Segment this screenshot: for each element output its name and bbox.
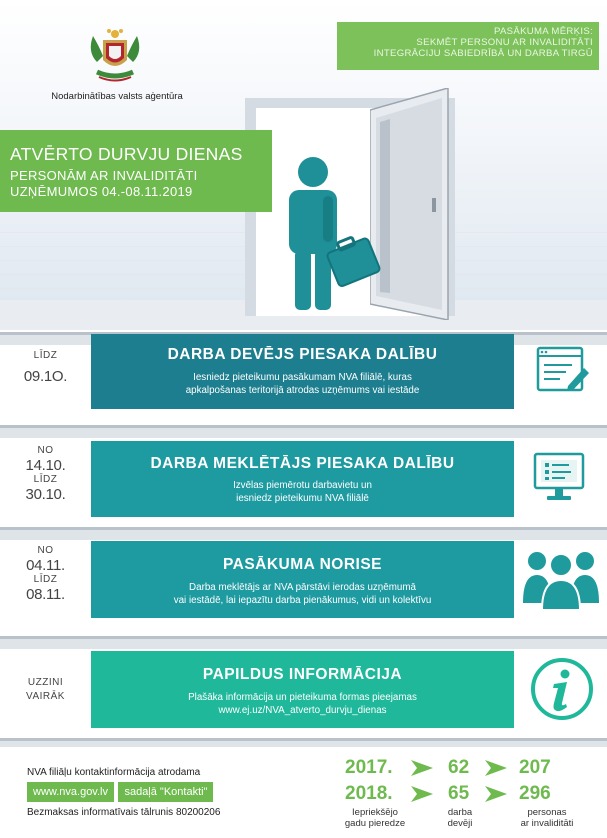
step-heading: DARBA MEKLĒTĀJS PIESAKA DALĪBU [150, 455, 455, 472]
hero-section [0, 0, 607, 330]
stat-labels [335, 807, 595, 837]
step-1-dates [0, 350, 91, 385]
person-with-briefcase-icon [285, 156, 385, 314]
phone-text: Bezmaksas informatīvais tālrunis 80200206 [27, 807, 221, 818]
step-heading: PAPILDUS INFORMĀCIJA [202, 666, 403, 683]
stat-label-employers: darba devēji [447, 807, 473, 829]
stat-employers: 62 [448, 757, 470, 778]
stat-year: 2018. [345, 783, 393, 804]
arrow-right-icon [485, 760, 507, 776]
date-value: 14.10. [25, 457, 66, 474]
step-4-band [91, 651, 514, 728]
date-label: LĪDZ [33, 474, 58, 485]
date-value: 30.10. [25, 486, 66, 503]
shelf-divider [0, 639, 607, 649]
step-text: Izvēlas piemērotu darbavietu un iesniedz pieteikumu NVA filiālē [233, 480, 372, 504]
arrow-right-icon [411, 760, 433, 776]
stat-label-year: Iepriekšējo gadu pieredze [344, 807, 406, 829]
step-heading: DARBA DEVĒJS PIESAKA DALĪBU [167, 346, 438, 363]
step-heading: PASĀKUMA NORISE [222, 556, 383, 573]
step-text: Darba meklētājs ar NVA pārstāvi ierodas uzņēmumā vai iestādē, lai iepazītu darba pienākumus, vidi un kolektīvu [173, 582, 432, 606]
date-label: NO [37, 445, 54, 456]
stat-persons: 207 [519, 757, 551, 778]
date-value: 04.11. [26, 557, 65, 574]
title-box [0, 130, 272, 212]
contacts-section-link[interactable]: sadaļā "Kontakti" [118, 782, 213, 802]
date-label: LĪDZ [33, 574, 58, 585]
form-edit-icon [536, 346, 590, 394]
date-label: LĪDZ [33, 350, 58, 361]
goal-line: SEKMĒT PERSONU AR INVALIDITĀTI [416, 37, 593, 48]
arrow-right-icon [411, 786, 433, 802]
stat-employers: 65 [448, 783, 470, 804]
contact-text: NVA filiāļu kontaktinformācija atrodama [27, 767, 201, 778]
goal-line: INTEGRĀCIJU SABIEDRĪBĀ UN DARBA TIRGŪ [373, 48, 593, 59]
stat-row [335, 757, 595, 779]
step-text: Plašāka informācija un pieteikuma formas pieejamas www.ej.uz/NVA_atverto_durvju_dienas [188, 692, 417, 716]
arrow-right-icon [485, 786, 507, 802]
step-3-band [91, 541, 514, 618]
step-text: Iesniedz pieteikumu pasākumam NVA filiālē, kuras apkalpošanas teritorijā atrodas uzņēmums vai iestāde [185, 372, 420, 396]
info-icon [530, 657, 594, 721]
step-3-dates [0, 545, 91, 603]
subtitle-line: UZŅĒMUMOS 04.-08.11.2019 [10, 184, 193, 199]
shelf-divider [0, 741, 607, 747]
step-4-dates [0, 677, 91, 703]
statistics-block [335, 757, 595, 837]
shelf-divider [0, 428, 607, 438]
goal-box [337, 22, 599, 70]
date-label: NO [37, 545, 54, 556]
stat-row [335, 783, 595, 805]
subtitle-line: PERSONĀM AR INVALIDITĀTI [10, 168, 198, 183]
stat-persons: 296 [519, 783, 551, 804]
date-value: 09.1O. [23, 368, 68, 385]
stat-year: 2017. [345, 757, 393, 778]
contact-block [27, 767, 327, 818]
date-value: 08.11. [26, 586, 65, 603]
page-title: ATVĒRTO DURVJU DIENAS [10, 144, 243, 164]
monitor-checklist-icon [533, 452, 585, 504]
goal-line: PASĀKUMA MĒRĶIS: [494, 26, 593, 37]
step-2-band [91, 441, 514, 517]
latvia-coat-of-arms-icon [85, 22, 145, 88]
shelf-divider [0, 530, 607, 540]
step-2-dates [0, 445, 91, 503]
people-group-icon [522, 547, 600, 611]
date-label: VAIRĀK [26, 691, 65, 702]
stat-label-persons: personas ar invaliditāti [520, 807, 574, 829]
step-1-band [91, 334, 514, 409]
agency-name: Nodarbinātības valsts aģentūra [51, 91, 183, 102]
date-label: UZZINI [27, 677, 64, 688]
website-link[interactable]: www.nva.gov.lv [27, 782, 114, 802]
